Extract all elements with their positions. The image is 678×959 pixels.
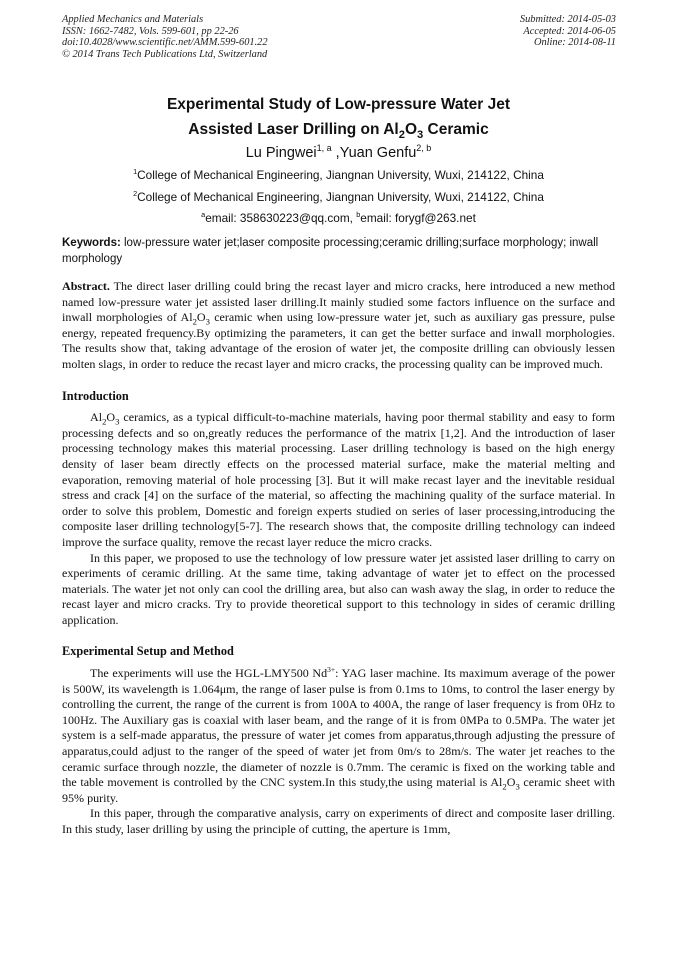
keywords-text: low-pressure water jet;laser composite processing;ceramic drilling;surface morphology; inwall morphology [62,237,599,265]
paragraph-text: Al [90,410,103,425]
subscript: 2 [398,129,405,142]
affiliation-1 [62,164,615,186]
subscript: 2 [192,316,197,327]
submission-dates [520,14,616,49]
keywords [62,236,615,267]
author-superscript: 2, b [416,143,432,154]
paper-title [62,92,615,142]
subscript: 3 [417,129,424,142]
abstract-text: O [196,310,206,325]
subscript: 3 [205,316,210,327]
affiliation-number: 1 [133,167,138,177]
affiliation-text: College of Mechanical Engineering, Jiangnan University, Wuxi, 214122, China [137,168,544,182]
paragraph-text: ceramic sheet with 95% purity. [62,775,615,805]
issn-line: ISSN: 1662-7482, Vols. 599-601, pp 22-26 [62,25,239,37]
abstract-label: Abstract. [62,279,110,293]
abstract [62,279,615,373]
affiliation-2 [62,186,615,208]
introduction-paragraph-2: In this paper, we proposed to use the technology of low pressure water jet assisted laser drilling to carry on experiments of ceramic drilling. At the same time, taking advantage of water jet to effect on the processed materials. The water jet not only can cool the drilling area, but also can wash away the slag, in order to reduce the recast layer and micro cracks. Try to provide theoretical support to this technology in sides of ceramic drilling application. [62,550,615,627]
title-text: O [404,121,418,138]
paper-body [62,279,615,838]
affiliation-number: 2 [133,189,138,199]
paragraph-text: O [106,410,116,425]
title-line-1: Experimental Study of Low-pressure Water Jet [166,96,511,113]
author-emails [62,208,615,228]
submitted-date: Submitted: 2014-05-03 [519,14,616,25]
subscript: 2 [502,781,507,792]
abstract-text: ceramic when using low-pressure water jet, such as auxiliary gas pressure, pulse energy, repeated frequency.By optimizing the parameters, it can get the better surface and inwall morphologies. The results show that, taking advantage of the erosion of water jet, the composite drilling can obviously lessen molten slags, in order to reduce the recast layer and micro cracks, the processing quality can be improved much. [62,310,615,371]
title-line-2 [62,117,615,142]
paragraph-text: : YAG laser machine. Its maximum average of the power is 500W, its wavelength is 1.064μm, the range of laser pulse is from 0.1ms to 10ms, to control the laser energy by controlling the current, the range of the current is from 100A to 400A, the range of laser frequency is from 0Hz to 100Hz. The Auxiliary gas is coaxial with laser beam, and the range of it is from 0MPa to 0.5MPa. The water jet system is a self-made apparatus, the pressure of water jet comes from apparatus,through adjusting the pressure of apparatus,could adjust to the ranger of the speed of water jet from 0m/s to 28m/s. The water jet reaches to the ceramic surface through nozzle, the diameter of nozzle is 0.7mm. The ceramic is fixed on the working table and the table movement is controlled by the CNC system.In this study,the using material is Al [62,666,615,790]
paragraph-text: The experiments will use the HGL-LMY500 Nd [90,666,328,681]
experimental-paragraph-1 [62,666,615,806]
email-text: email: forygf@263.net [360,211,476,225]
keywords-label: Keywords: [62,237,121,249]
introduction-paragraph-1 [62,410,615,550]
paragraph-text: ceramics, as a typical difficult-to-machine materials, having poor thermal stability and easy to form processing defects and so on,greatly reduces the performance of the matrix [1,2]. And the introduction of laser processing technology makes this material processing. Laser drilling technology is based on the high energy density of laser beam directly effects on the processed material surface, make the material melting and evaporation, removing material of hole processing [3]. But it will make recast layer and the inevitable residual stress and crack [4] on the surface of the material, so affecting the machining quality of the surface material. In order to solve this problem, Domestic and foreign experts studied on series of laser processing,introducing the composite laser drilling technology[5-7]. The research shows that, the composite drilling technology can indeed improve the surface quality, remove the recast layer reduce the micro cracks. [62,410,615,549]
email-text: email: 358630223@qq.com, [205,211,357,225]
abstract-text: The direct laser drilling could bring the recast layer and micro cracks, here introduced a new method named low-pressure water jet assisted laser drilling.It mainly studied some factors influence on the surface and inwall morphologies of Al [62,279,615,325]
doi-line: doi:10.4028/www.scientific.net/AMM.599-601.22 [62,37,268,48]
journal-info [62,14,268,60]
author-superscript: 1, a [316,143,332,154]
subscript: 3 [115,416,120,427]
title-block [62,92,615,228]
title-text: Assisted Laser Drilling on Al [188,121,399,138]
title-text: Ceramic [423,121,489,138]
online-date: Online: 2014-08-11 [533,37,616,48]
paragraph-text: O [506,775,516,790]
experimental-heading: Experimental Setup and Method [62,644,234,659]
author-name: Lu Pingwei [245,145,317,161]
journal-name: Applied Mechanics and Materials [62,14,204,25]
subscript: 2 [102,416,107,427]
accepted-date: Accepted: 2014-06-05 [523,25,616,37]
experimental-paragraph-2: In this paper, through the comparative analysis, carry on experiments of direct and composite laser drilling. In this study, laser drilling by using the principle of cutting, the aperture is 1mm, [62,806,615,836]
author-name: ,Yuan Genfu [331,145,417,161]
copyright-line: © 2014 Trans Tech Publications Ltd, Switzerland [62,48,268,60]
subscript: 3 [515,781,520,792]
superscript: 3+ [327,665,336,675]
author-list [62,142,615,164]
email-superscript: a [201,210,206,220]
affiliation-text: College of Mechanical Engineering, Jiangnan University, Wuxi, 214122, China [137,190,544,204]
email-superscript: b [356,210,361,220]
introduction-heading: Introduction [62,388,129,403]
